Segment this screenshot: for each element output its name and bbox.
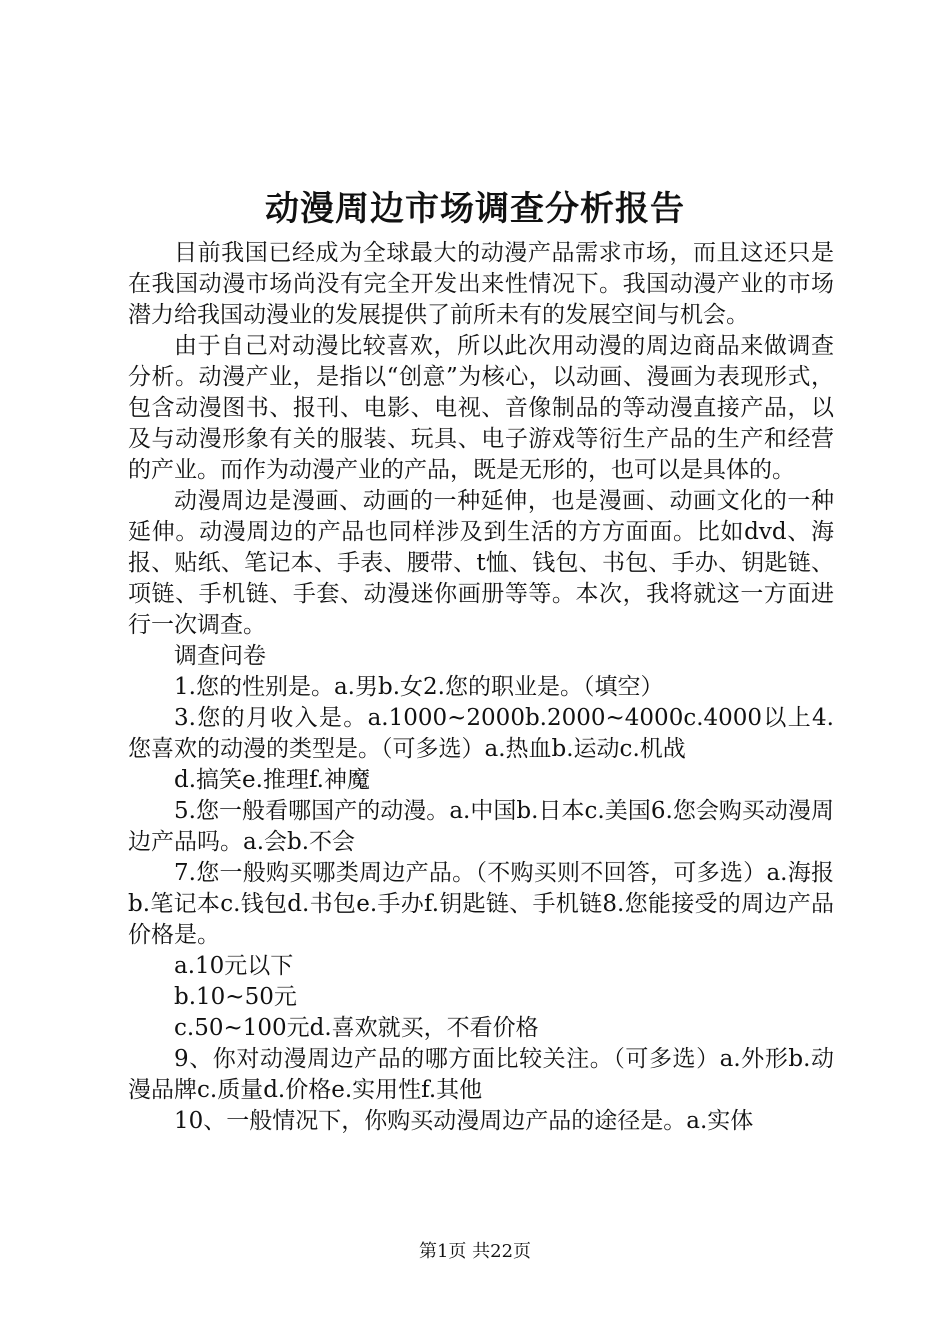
- paragraph-industry: 由于自己对动漫比较喜欢，所以此次用动漫的周边商品来做调查分析。动漫产业，是指以“创意”为核心，以动画、漫画为表现形式，包含动漫图书、报刊、电影、电视、音像制品的等动漫直接产品，以及与动漫形象有关的服装、玩具、电子游戏等衍生产品的生产和经营的产业。而作为动漫产业的产品，既是无形的，也可以是具体的。: [128, 333, 834, 483]
- document-title: 动漫周边市场调查分析报告: [265, 189, 685, 229]
- question-3-4: 3.您的月收入是。a.1000~2000b.2000~4000c.4000以上4.您喜欢的动漫的类型是。（可多选）a.热血b.运动c.机战: [128, 705, 834, 762]
- question-1-2: 1.您的性别是。a.男b.女2.您的职业是。（填空）: [174, 674, 664, 700]
- question-9: 9、你对动漫周边产品的哪方面比较关注。（可多选）a.外形b.动漫品牌c.质量d.价格e.实用性f.其他: [128, 1046, 834, 1103]
- question-8-option-cd: c.50~100元d.喜欢就买，不看价格: [174, 1015, 539, 1041]
- question-10: 10、一般情况下，你购买动漫周边产品的途径是。a.实体: [174, 1108, 754, 1134]
- paragraph-merchandise: 动漫周边是漫画、动画的一种延伸，也是漫画、动画文化的一种延伸。动漫周边的产品也同样涉及到生活的方方面面。比如dvd、海报、贴纸、笔记本、手表、腰带、t恤、钱包、书包、手办、钥匙链、项链、手机链、手套、动漫迷你画册等等。本次，我将就这一方面进行一次调查。: [128, 488, 834, 638]
- question-8-option-b: b.10~50元: [174, 984, 297, 1010]
- page-number-footer: 第1页 共22页: [418, 1241, 532, 1262]
- survey-heading: 调查问卷: [174, 643, 266, 669]
- question-8-option-a: a.10元以下: [174, 953, 294, 979]
- paragraph-intro: 目前我国已经成为全球最大的动漫产品需求市场，而且这还只是在我国动漫市场尚没有完全开发出来性情况下。我国动漫产业的市场潜力给我国动漫业的发展提供了前所未有的发展空间与机会。: [128, 240, 834, 328]
- document-body: [128, 238, 834, 1137]
- question-7-8: 7.您一般购买哪类周边产品。（不购买则不回答，可多选）a.海报b.笔记本c.钱包d.书包e.手办f.钥匙链、手机链8.您能接受的周边产品价格是。: [128, 860, 834, 948]
- question-5-6: 5.您一般看哪国产的动漫。a.中国b.日本c.美国6.您会购买动漫周边产品吗。a.会b.不会: [128, 798, 834, 855]
- question-4-options: d.搞笑e.推理f.神魔: [174, 767, 370, 793]
